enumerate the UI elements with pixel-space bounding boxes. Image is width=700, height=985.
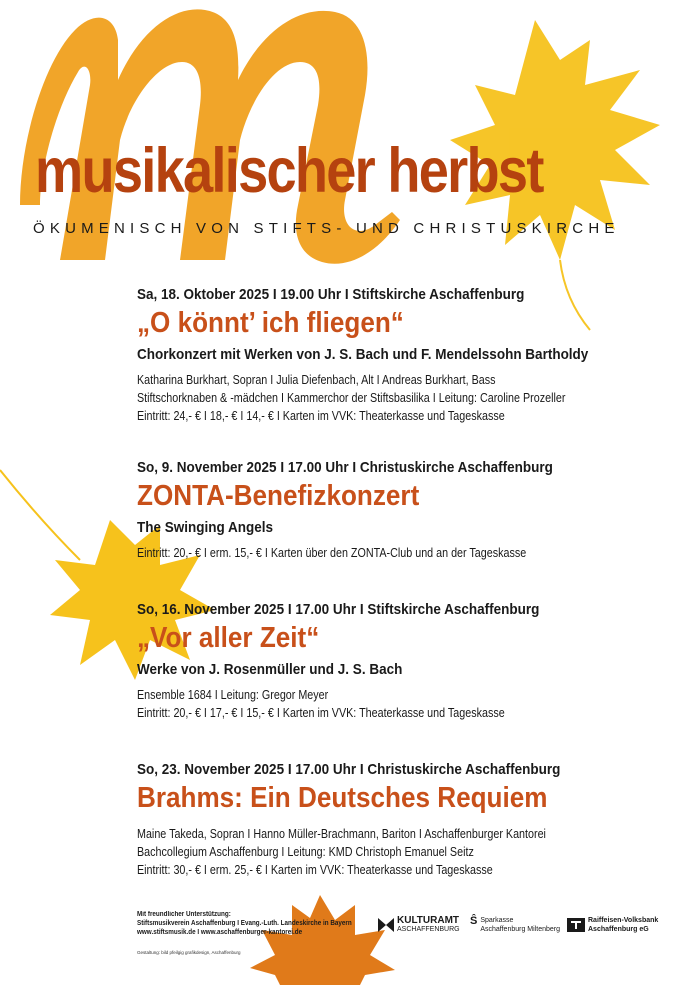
event-details — [137, 686, 677, 722]
event-3 — [137, 601, 677, 722]
event-subtitle: Werke von J. Rosenmüller und J. S. Bach — [137, 661, 403, 678]
event-detail-line: Bachcollegium Aschaffenburg I Leitung: KMD Christoph Emanuel Seitz — [137, 845, 474, 859]
event-detail-line: Stiftschorknaben & -mädchen I Kammerchor der Stiftsbasilika I Leitung: Caroline Prozeller — [137, 391, 566, 405]
footer-support — [137, 910, 352, 937]
event-2 — [137, 459, 677, 562]
raiffeisen-mark-icon — [567, 918, 585, 932]
event-date: So, 23. November 2025 I 17.00 Uhr I Christuskirche Aschaffenburg — [137, 761, 561, 778]
event-detail-line: Eintritt: 30,- € I erm. 25,- € I Karten im VVK: Theaterkasse und Tageskasse — [137, 863, 493, 877]
event-details — [137, 544, 677, 562]
event-detail-line: Eintritt: 20,- € I erm. 15,- € I Karten über den ZONTA-Club und an der Tageskasse — [137, 546, 527, 560]
kulturamt-logo — [378, 916, 460, 934]
support-line-1: Stiftsmusikverein Aschaffenburg I Evang.-Luth. Landeskirche in Bayern — [137, 920, 352, 927]
sparkasse-name: Sparkasse — [480, 917, 514, 924]
kulturamt-city: ASCHAFFENBURG — [397, 926, 460, 933]
sparkasse-region: Aschaffenburg Miltenberg — [480, 926, 560, 933]
event-details — [137, 825, 677, 879]
event-subtitle: The Swinging Angels — [137, 519, 274, 536]
event-detail-line: Maine Takeda, Sopran I Hanno Müller-Brachmann, Bariton I Aschaffenburger Kantorei — [137, 827, 546, 841]
poster-title: musikalischer herbst — [35, 136, 543, 206]
sparkasse-mark-icon: Ŝ — [470, 915, 478, 927]
event-title: ZONTA-Benefizkonzert — [137, 480, 420, 512]
event-date: So, 16. November 2025 I 17.00 Uhr I Stiftskirche Aschaffenburg — [137, 601, 540, 618]
kulturamt-name: KULTURAMT — [397, 915, 460, 926]
support-line-2: www.stiftsmusik.de I www.aschaffenburger-kantorei.de — [137, 929, 303, 936]
event-date: So, 9. November 2025 I 17.00 Uhr I Christuskirche Aschaffenburg — [137, 459, 553, 476]
raiffeisen-region: Aschaffenburg eG — [588, 926, 649, 933]
event-1 — [137, 286, 677, 425]
sparkasse-logo — [470, 916, 560, 934]
orange-leaf-bottom-icon — [250, 895, 395, 985]
event-detail-line: Ensemble 1684 I Leitung: Gregor Meyer — [137, 688, 329, 702]
raiffeisen-name: Raiffeisen-Volksbank — [588, 917, 659, 924]
event-title: „O könnt’ ich fliegen“ — [137, 307, 404, 339]
raiffeisen-logo — [567, 916, 658, 934]
event-title: Brahms: Ein Deutsches Requiem — [137, 782, 548, 814]
kulturamt-mark-icon — [378, 918, 394, 932]
event-detail-line: Eintritt: 24,- € I 18,- € I 14,- € I Karten im VVK: Theaterkasse und Tageskasse — [137, 409, 505, 423]
event-subtitle: Chorkonzert mit Werken von J. S. Bach und F. Mendelssohn Bartholdy — [137, 346, 589, 363]
support-label: Mit freundlicher Unterstützung: — [137, 911, 231, 918]
event-date: Sa, 18. Oktober 2025 I 19.00 Uhr I Stiftskirche Aschaffenburg — [137, 286, 525, 303]
event-4 — [137, 761, 677, 879]
design-credit: Gestaltung: bild pfeilgig grafikdesign, Aschaffenburg — [137, 950, 241, 955]
event-details — [137, 371, 677, 425]
poster-subtitle: ÖKUMENISCH VON STIFTS- UND CHRISTUSKIRCHE — [33, 220, 620, 237]
event-detail-line: Katharina Burkhart, Sopran I Julia Diefenbach, Alt I Andreas Burkhart, Bass — [137, 373, 496, 387]
event-detail-line: Eintritt: 20,- € I 17,- € I 15,- € I Karten im VVK: Theaterkasse und Tageskasse — [137, 706, 505, 720]
event-title: „Vor aller Zeit“ — [137, 622, 320, 654]
